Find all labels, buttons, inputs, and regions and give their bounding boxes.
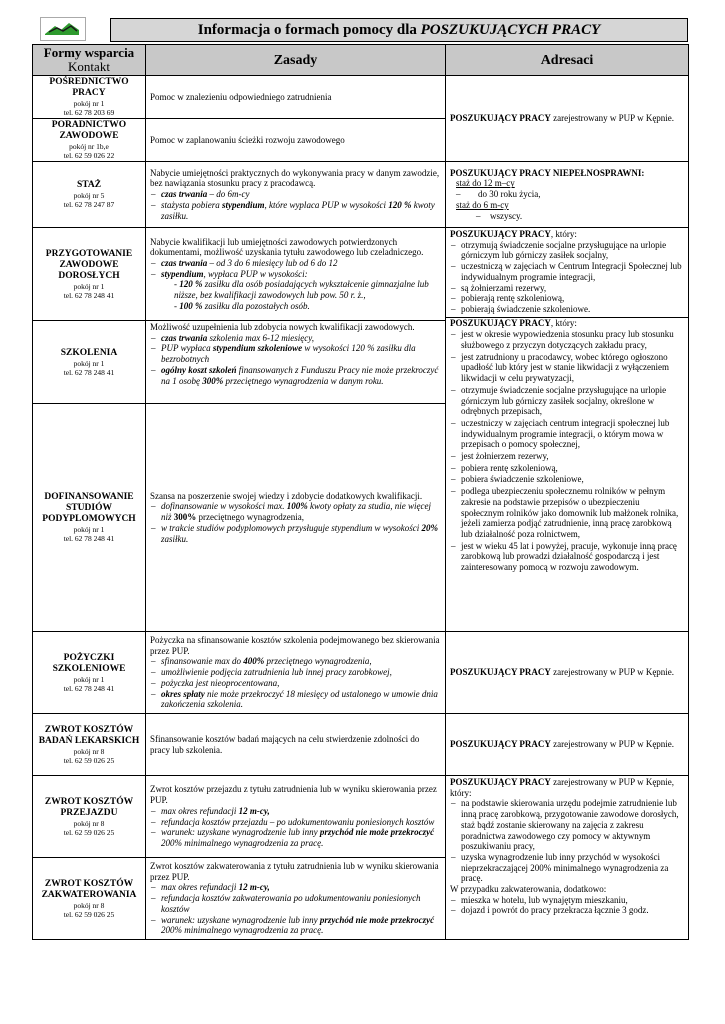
- form-dofinansowanie: [33, 404, 146, 632]
- col-rules: Zasady: [146, 45, 446, 76]
- phone: tel. 62 78 247 87: [63, 200, 115, 209]
- rules-intro: Pożyczka na sfinansowanie kosztów szkolenia podejmowanego bez skierowania przez PUP.: [150, 635, 440, 656]
- form-szkolenia: [33, 321, 146, 404]
- list-item: – uczestniczą w zajęciach w Centrum Integracji Społecznej lub indywidualnym programie integracji,: [450, 261, 684, 282]
- form-name: ZWROT KOSZTÓW BADAŃ LEKARSKICH: [38, 724, 140, 746]
- rules-zwrot-przejazdu: Zwrot kosztów przejazdu z tytułu zatrudnienia lub w wyniku skierowania przez PUP. – max okres refundacji 12 m-cy, – refundacja kosztów przejazdu – po udokumentowaniu poniesionych kosztów – warunek: uzyskane wynagrodzenie lub inny przychód nie może przekroczyć 200% minimalnego wynagrodzenia za pracę.: [146, 776, 446, 858]
- rules-intro: Szansa na poszerzenie swojej wiedzy i zdobycie dodatkowych kwalifikacji.: [150, 490, 423, 501]
- info-table: [32, 44, 689, 940]
- phone: tel. 62 78 248 41: [63, 367, 115, 377]
- title-text: Informacja o formach pomocy dla: [197, 22, 421, 38]
- addr-title: POSZUKUJĄCY PRACY NIEPEŁNOSPRAWNI:: [450, 167, 645, 178]
- list-item: – pobiera świadczenie szkoleniowe,: [450, 474, 684, 485]
- table-row: [33, 632, 689, 714]
- room: pokój nr 1: [73, 99, 105, 108]
- rules-zwrot-zakwaterowania: Zwrot kosztów zakwaterowania z tytułu zatrudnienia lub w wyniku skierowania przez PUP. – max okres refundacji 12 m-cy, – refundacja kosztów zakwaterowania po udokumentowaniu poniesionych kosztów – warunek: uzyskane wynagrodzenie lub inny przychód nie może przekroczyć 200% minimalnego wynagrodzenia za pracę.: [146, 858, 446, 940]
- addr-zwrot-badan: POSZUKUJĄCY PRACY zarejestrowany w PUP w Kępnie.: [446, 714, 689, 776]
- logo-icon: [41, 18, 85, 40]
- list-item: – uczestniczy w zajęciach centrum integracji społecznej lub indywidualnym programie integracji, o którym mowa w przepisach o pomocy społecznej,: [450, 418, 684, 450]
- form-name: PORADNICTWO ZAWODOWE: [51, 120, 127, 141]
- addr-mid: W przypadku zakwaterowania, dodatkowo:: [450, 884, 607, 895]
- phone: tel. 62 59 026 25: [63, 827, 115, 837]
- col-forms: Formy wsparcia Kontakt: [33, 45, 146, 76]
- room: pokój nr 1: [73, 525, 105, 534]
- addr-line: staż do 12 m–cy: [456, 178, 515, 189]
- addr-line: do 30 roku życia,: [478, 189, 541, 200]
- form-pozyczki: [33, 632, 146, 714]
- form-zwrot-zakwaterowania: [33, 858, 146, 940]
- list-item: – pobierają rentę szkoleniową,: [450, 293, 684, 304]
- form-zwrot-przejazdu: [33, 776, 146, 858]
- form-poradnictwo: [33, 119, 146, 162]
- phone: tel. 62 78 248 41: [63, 290, 115, 300]
- list-item: – dojazd i powrót do pracy przekracza łącznie 3 godz.: [450, 905, 684, 916]
- room: pokój nr 1: [73, 281, 105, 291]
- addr-zwrot: POSZUKUJĄCY PRACY zarejestrowany w PUP w Kępnie, który: – na podstawie skierowania urzędu podejmie zatrudnienie lub inną pracę zarobkową, przygotowanie zawodowe dorosłych, staż bądź zostanie skierowany na zajęcia z zakresu poradnictwa zawodowego czy pomocy w aktywnym poszukiwaniu pracy, – uzyska wynagrodzenie lub inny przychód w wysokości nieprzekraczającej 200% minimalnego wynagrodzenia za pracę. W przypadku zakwaterowania, dodatkowo: – mieszka w hotelu, lub wynajętym mieszkaniu, – dojazd i powrót do pracy przekracza łącznie 3 godz.: [446, 776, 689, 940]
- rules-intro: Nabycie kwalifikacji lub umiejętności zawodowych potwierdzonych dokumentami, możliwość uzyskania tytułu zawodowego lub czeladniczego.: [150, 236, 424, 258]
- list-item: – są żołnierzami rezerwy,: [450, 283, 684, 294]
- phone: tel. 62 59 026 25: [63, 755, 115, 765]
- addr-staz: POSZUKUJĄCY PRACY NIEPEŁNOSPRAWNI: staż do 12 m–cy – do 30 roku życia, staż do 6 m-cy – wszyscy.: [446, 162, 689, 228]
- list-item: – jest w okresie wypowiedzenia stosunku pracy lub stosunku służbowego z przyczyn dotyczących zakładu pracy,: [450, 329, 684, 350]
- rules-pozyczki: Pożyczka na sfinansowanie kosztów szkolenia podejmowanego bez skierowania przez PUP. – sfinansowanie max do 400% przeciętnego wynagrodzenia, – umożliwienie podjęcia zatrudnienia lub innej pracy zarobkowej, – pożyczka jest nieoprocentowana, – okres spłaty nie może przekroczyć 18 miesięcy od ustalonego w umowie dnia zakończenia szkolenia.: [146, 632, 446, 714]
- list-item: – jest w wieku 45 lat i powyżej, pracuje, wykonuje inną pracę zarobkową lub prowadzi działalność gospodarczą i jest zainteresowany pomocą w rozwoju zawodowym.: [450, 541, 684, 573]
- table-row: [33, 76, 689, 119]
- col-forms-sub: Kontakt: [68, 59, 110, 74]
- form-name: POŚREDNICTWO PRACY: [49, 77, 129, 98]
- room: pokój nr 8: [73, 818, 105, 828]
- list-item: – otrzymują świadczenie socjalne przysługujące na urlopie górniczym lub górniczy zasiłek socjalny,: [450, 240, 684, 261]
- addr-line: staż do 6 m-cy: [456, 199, 509, 210]
- rules-intro: Możliwość uzupełnienia lub zdobycia nowych kwalifikacji zawodowych.: [150, 322, 415, 332]
- form-name: ZWROT KOSZTÓW PRZEJAZDU: [44, 796, 134, 818]
- form-przygotowanie: [33, 228, 146, 321]
- room: pokój nr 1b,e: [69, 142, 109, 151]
- list-item: – jest zatrudniony u pracodawcy, wobec którego ogłoszono upadłość lub który jest w stanie likwidacji z wyłączeniem likwidacji w celu prywatyzacji,: [450, 352, 684, 384]
- table-row: [33, 228, 689, 321]
- list-item: – otrzymuje świadczenie socjalne przysługujące na urlopie górniczym lub górniczy zasiłek socjalny, określone w odrębnych przepisach,: [450, 385, 684, 417]
- list-item: – na podstawie skierowania urzędu podejmie zatrudnienie lub inną pracę zarobkową, przygotowanie zawodowe dorosłych, staż bądź zostanie skierowany na zajęcia z zakresu poradnictwa zawodowego czy pomocy w aktywnym poszukiwaniu pracy,: [450, 798, 684, 852]
- col-addressees: Adresaci: [446, 45, 689, 76]
- addr-line: wszyscy.: [490, 210, 523, 221]
- table-row: [33, 162, 689, 228]
- form-name: SZKOLENIA: [60, 347, 118, 358]
- form-name: ZWROT KOSZTÓW ZAKWATEROWANIA: [41, 878, 137, 900]
- room: pokój nr 1: [73, 358, 105, 368]
- form-staz: [33, 162, 146, 228]
- form-posrednictwo: [33, 76, 146, 119]
- header-row: [33, 45, 689, 76]
- page-title: [110, 18, 688, 42]
- table-row: [33, 714, 689, 776]
- list-item: – mieszka w hotelu, lub wynajętym mieszkaniu,: [450, 895, 684, 906]
- rules-posrednictwo: Pomoc w znalezieniu odpowiedniego zatrudnienia: [146, 76, 446, 119]
- title-italic: POSZUKUJĄCYCH PRACY: [420, 22, 601, 38]
- form-zwrot-badan: [33, 714, 146, 776]
- room: pokój nr 8: [73, 746, 105, 756]
- rules-szkolenia: Możliwość uzupełnienia lub zdobycia nowych kwalifikacji zawodowych. – czas trwania szkolenia max 6-12 miesięcy, – PUP wypłaca stypendium szkoleniowe w wysokości 120 % zasiłku dla bezrobotnych – ogólny koszt szkoleń finansowanych z Funduszu Pracy nie może przekroczyć na 1 osobę 300% przeciętnego wynagrodzenia w danym roku.: [146, 321, 446, 404]
- addr-pozyczki: POSZUKUJĄCY PRACY zarejestrowany w PUP w Kępnie.: [446, 632, 689, 714]
- form-name: POŻYCZKI SZKOLENIOWE: [52, 652, 126, 674]
- form-name: DOFINANSOWANIE STUDIÓW PODYPLOMOWYCH: [42, 492, 136, 524]
- list-item: – uzyska wynagrodzenie lub inny przychód w wysokości nieprzekraczającej 200% minimalnego wynagrodzenia za pracę.: [450, 852, 684, 884]
- addr-szkolenia-group: POSZUKUJĄCY PRACY, który: – otrzymują świadczenie socjalne przysługujące na urlopie górniczym lub górniczy zasiłek socjalny, – uczestniczą w zajęciach w Centrum Integracji Społecznej lub indywidualnym programie integracji, – są żołnierzami rezerwy, – pobierają rentę szkoleniową, – pobierają świadczenie szkoleniowe. POSZUKUJĄCY PRACY, który: – jest w okresie wypowiedzenia stosunku pracy lub stosunku służbowego z przyczyn dotyczących zakładu pracy, – jest zatrudniony u pracodawcy, wobec którego ogłoszono upadłość lub który jest w stanie likwidacji z wyłączeniem likwidacji w celu prywatyzacji, – otrzymuje świadczenie socjalne przysługujące na urlopie górniczym lub górniczy zasiłek socjalny, określone w odrębnych przepisach, – uczestniczy w zajęciach centrum integracji społecznej lub indywidualnym programie integracji, o którym mowa w przepisach o pomocy społecznej, – jest żołnierzem rezerwy, – pobiera rentę szkoleniową, – pobiera świadczenie szkoleniowe, – podlega ubezpieczeniu społecznemu rolników w pełnym zakresie na podstawie przepisów o ubezpieczeniu społecznym rolników jako domownik lub małżonek rolnika, jeżeli zamierza podjąć zatrudnienie, inną pracę zarobkową lub działalność poza rolnictwem, – jest w wieku 45 lat i powyżej, pracuje, wykonuje inną pracę zarobkową lub prowadzi działalność gospodarczą i jest zainteresowany pomocą w rozwoju zawodowym.: [446, 228, 689, 632]
- rules-intro: Zwrot kosztów przejazdu z tytułu zatrudnienia lub w wyniku skierowania przez PUP.: [150, 784, 437, 806]
- rules-intro: Nabycie umiejętności praktycznych do wykonywania pracy w danym zawodzie, bez nawiązania stosunku pracy z pracodawcą.: [150, 167, 440, 189]
- form-name: STAŻ: [76, 180, 102, 190]
- room: pokój nr 8: [73, 900, 105, 910]
- rules-przygotowanie: Nabycie kwalifikacji lub umiejętności zawodowych potwierdzonych dokumentami, możliwość uzyskania tytułu zawodowego lub czeladniczego. – czas trwania – od 3 do 6 miesięcy lub od 6 do 12 – stypendium, wypłaca PUP w wysokości: - 120 % zasiłku dla osób posiadających wykształcenie gimnazjalne lub niższe, bez kwalifikacji zawodowych lub pow. 50 r. ż., - 100 % zasiłku dla pozostałych osób.: [146, 228, 446, 321]
- phone: tel. 62 78 248 41: [63, 534, 115, 543]
- list-item: – pobierają świadczenie szkoleniowe.: [450, 304, 684, 315]
- form-name: PRZYGOTOWANIE ZAWODOWE DOROSŁYCH: [45, 248, 133, 281]
- list-item: – podlega ubezpieczeniu społecznemu rolników w pełnym zakresie na podstawie przepisów o ubezpieczeniu społecznym rolników jako domownik lub małżonek rolnika, jeżeli zamierza podjąć zatrudnienie, inną pracę zarobkową lub działalność poza rolnictwem,: [450, 486, 684, 540]
- room: pokój nr 1: [73, 674, 105, 684]
- rules-staz: Nabycie umiejętności praktycznych do wykonywania pracy w danym zawodzie, bez nawiązania stosunku pracy z pracodawcą. – czas trwania – do 6m-cy – stażysta pobiera stypendium, które wyplaca PUP w wysokości 120 % kwoty zasiłku.: [146, 162, 446, 228]
- rules-dofinansowanie: Szansa na poszerzenie swojej wiedzy i zdobycie dodatkowych kwalifikacji. – dofinansowanie w wysokości max. 100% kwoty opłaty za studia, nie więcej niż 300% przeciętnego wynagrodzenia, – w trakcie studiów podyplomowych przysługuje stypendium w wysokości 20% zasiłku.: [146, 404, 446, 632]
- logo: [40, 17, 86, 41]
- rules-poradnictwo: Pomoc w zaplanowaniu ścieżki rozwoju zawodowego: [146, 119, 446, 162]
- rules-zwrot-badan: Sfinansowanie kosztów badań mających na celu stwierdzenie zdolności do pracy lub szkolenia.: [146, 714, 446, 776]
- phone: tel. 62 59 026 25: [63, 909, 115, 919]
- table-row: [33, 776, 689, 858]
- addr-posrednictwo-poradnictwo: POSZUKUJĄCY PRACY zarejestrowany w PUP w Kępnie.: [446, 76, 689, 162]
- list-item: – pobiera rentę szkoleniową,: [450, 463, 684, 474]
- room: pokój nr 5: [73, 191, 105, 200]
- list-item: – jest żołnierzem rezerwy,: [450, 451, 684, 462]
- phone: tel. 62 78 203 69: [63, 108, 115, 117]
- phone: tel. 62 78 248 41: [63, 683, 115, 693]
- rules-intro: Zwrot kosztów zakwaterowania z tytułu zatrudnienia lub w wyniku skierowania przez PUP.: [150, 861, 439, 882]
- phone: tel. 62 59 026 22: [63, 151, 115, 160]
